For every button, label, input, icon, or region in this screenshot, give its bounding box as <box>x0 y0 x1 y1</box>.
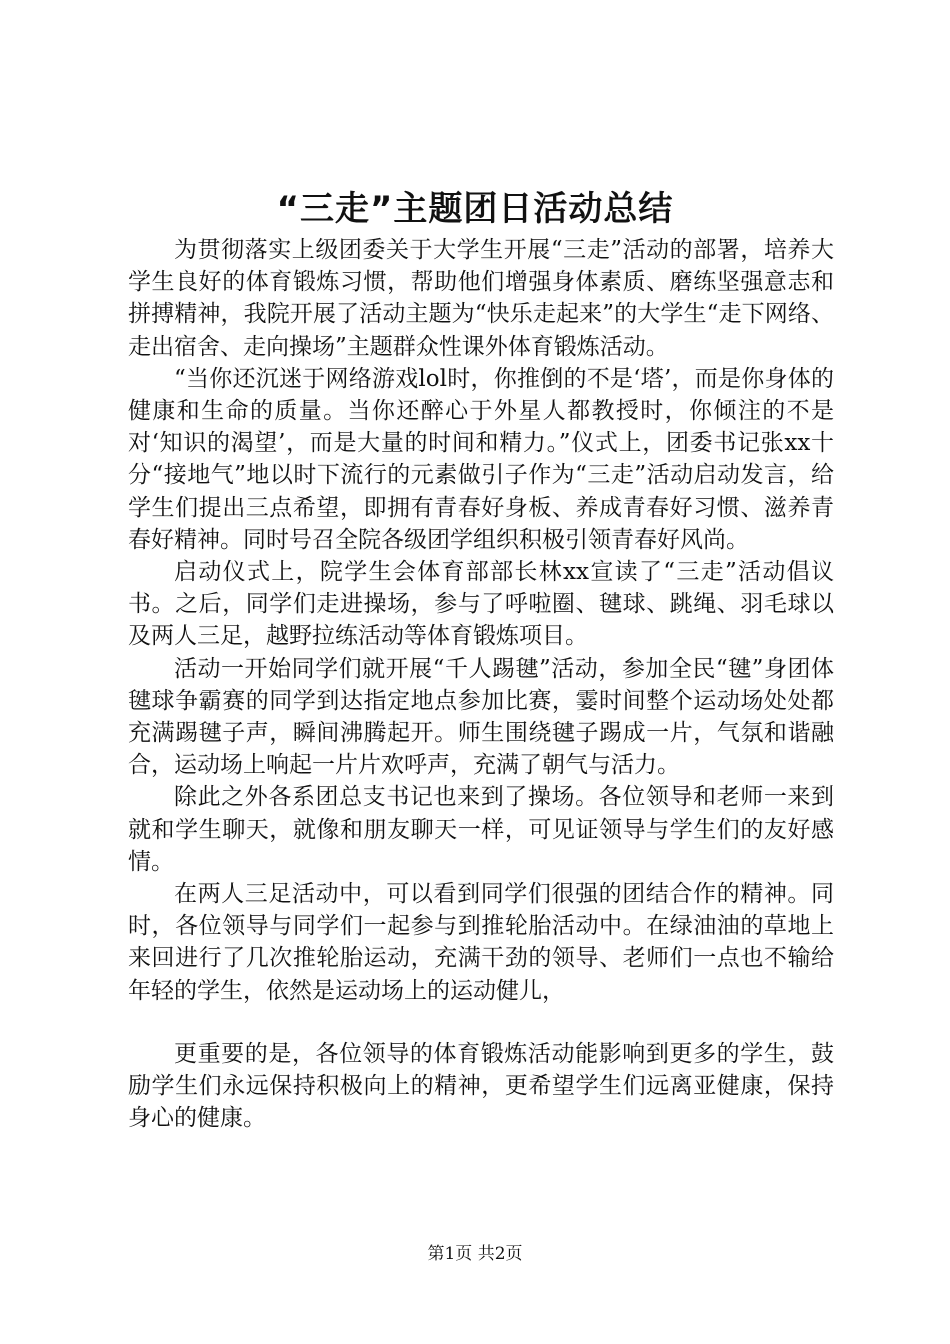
paragraph-three-legged-race: 在两人三足活动中，可以看到同学们很强的团结合作的精神。同时，各位领导与同学们一起参与到推轮胎活动中。在绿油油的草地上来回进行了几次推轮胎运动，充满干劲的领导、老师们一点也不输给年轻的学生，依然是运动场上的运动健儿， <box>128 881 834 1004</box>
paragraph-ceremony-speech: “当你还沉迷于网络游戏lol时，你推倒的不是‘塔’，而是你身体的健康和生命的质量。当你还醉心于外星人都教授时，你倾注的不是对‘知识的渴望’，而是大量的时间和精力。”仪式上，团委书记张xx十分“接地气”地以时下流行的元素做引子作为“三走”活动启动发言，给学生们提出三点希望，即拥有青春好身板、养成青春好习惯、滋养青春好精神。同时号召全院各级团学组织积极引领青春好风尚。 <box>128 365 834 553</box>
page-number-footer: 第1页 共2页 <box>427 1244 523 1264</box>
paragraph-initiative: 启动仪式上，院学生会体育部部长林xx宣读了“三走”活动倡议书。之后，同学们走进操场，参与了呼啦圈、毽球、跳绳、羽毛球以及两人三足，越野拉练活动等体育锻炼项目。 <box>128 559 834 650</box>
paragraph-shuttlecock-event: 活动一开始同学们就开展“千人踢毽”活动，参加全民“毽”身团体毽球争霸赛的同学到达指定地点参加比赛，霎时间整个运动场处处都充满踢毽子声，瞬间沸腾起开。师生围绕毽子踢成一片，气氛和谐融合，运动场上响起一片片欢呼声，充满了朝气与活力。 <box>128 655 834 779</box>
paragraph-conclusion: 更重要的是，各位领导的体育锻炼活动能影响到更多的学生，鼓励学生们永远保持积极向上的精神，更希望学生们远离亚健康，保持身心的健康。 <box>128 1040 834 1132</box>
paragraph-intro: 为贯彻落实上级团委关于大学生开展“三走”活动的部署，培养大学生良好的体育锻炼习惯，帮助他们增强身体素质、磨练坚强意志和拼搏精神，我院开展了活动主题为“快乐走起来”的大学生“走下网络、走出宿舍、走向操场”主题群众性课外体育锻炼活动。 <box>128 237 834 360</box>
document-title: “三走”主题团日活动总结 <box>276 189 674 229</box>
paragraph-leaders-visit: 除此之外各系团总支书记也来到了操场。各位领导和老师一来到就和学生聊天，就像和朋友聊天一样，可见证领导与学生们的友好感情。 <box>128 784 834 875</box>
document-body <box>128 234 834 1134</box>
